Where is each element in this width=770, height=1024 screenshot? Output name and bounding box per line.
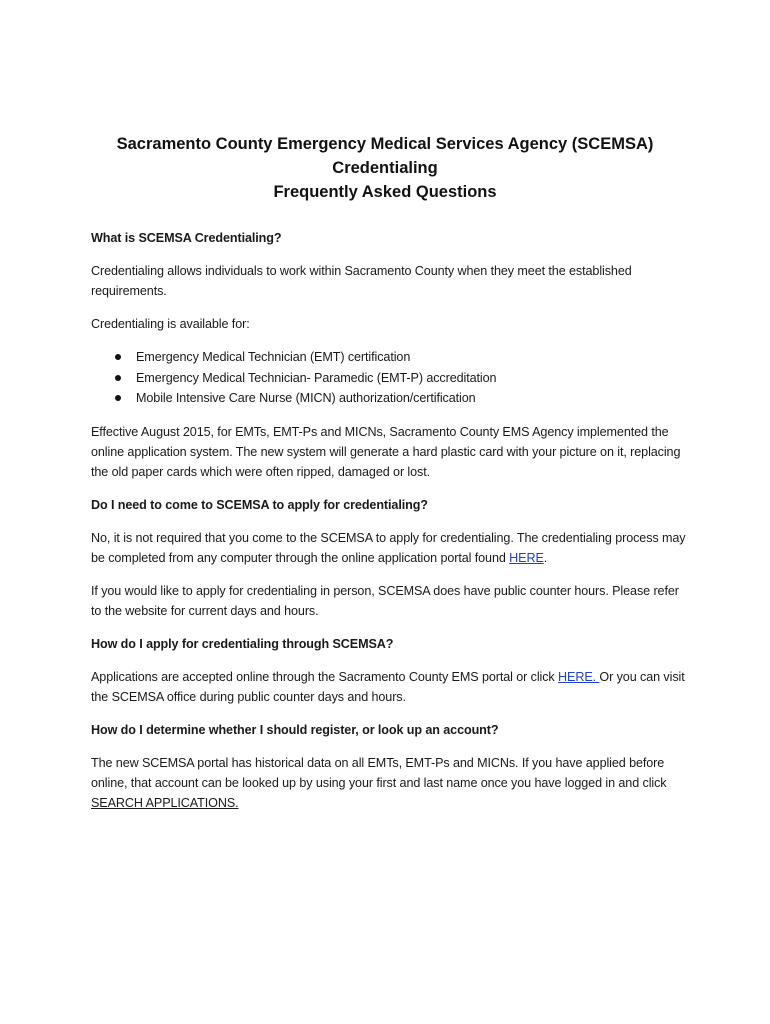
document-body xyxy=(91,228,691,826)
paragraph-text: Applications are accepted online through the Sacramento County EMS portal or click xyxy=(91,669,559,684)
list-item xyxy=(91,368,691,389)
paragraph-text: The new SCEMSA portal has historical data on all EMTs, EMT-Ps and MICNs. If you have applied before online, that account can be looked up by using your first and last name once you have logged in and click xyxy=(91,755,667,790)
list-item-text: Mobile Intensive Care Nurse (MICN) authorization/certification xyxy=(136,391,476,405)
paragraph-text: No, it is not required that you come to the SCEMSA to apply for credentialing. The credentialing process may be completed from any computer through the online application portal found xyxy=(91,530,686,565)
bullet-icon xyxy=(115,395,121,401)
answer-paragraph: Effective August 2015, for EMTs, EMT-Ps and MICNs, Sacramento County EMS Agency implemented the online application system. The new system will generate a hard plastic card with your picture on it, replacing the old paper cards which were often ripped, damaged or lost. xyxy=(91,424,681,479)
portal-link-here[interactable]: HERE xyxy=(509,550,544,565)
apply-link-here[interactable]: HERE. xyxy=(558,669,600,684)
answer-paragraph xyxy=(91,667,691,707)
answer-paragraph xyxy=(91,528,691,568)
title-line-1: Sacramento County Emergency Medical Services Agency (SCEMSA) Credentialing xyxy=(116,135,654,177)
paragraph-text: . xyxy=(543,550,548,565)
list-item xyxy=(91,388,691,409)
answer-paragraph xyxy=(91,753,691,813)
paragraph-text: Or you can visit the SCEMSA office during public counter days and hours. xyxy=(91,669,685,704)
question-register-or-lookup: How do I determine whether I should register, or look up an account? xyxy=(91,722,499,737)
search-applications-text: SEARCH APPLICATIONS. xyxy=(91,795,239,810)
answer-paragraph: Credentialing is available for: xyxy=(91,317,250,331)
question-need-to-come: Do I need to come to SCEMSA to apply for credentialing? xyxy=(91,497,428,512)
title-line-2: Frequently Asked Questions xyxy=(273,183,497,201)
list-item-text: Emergency Medical Technician- Paramedic (EMT-P) accreditation xyxy=(136,370,497,385)
list-item-text: Emergency Medical Technician (EMT) certification xyxy=(136,350,411,364)
question-what-is-credentialing: What is SCEMSA Credentialing? xyxy=(91,231,282,245)
list-item xyxy=(91,347,691,368)
question-how-to-apply: How do I apply for credentialing through SCEMSA? xyxy=(91,636,394,651)
page-title xyxy=(70,132,700,204)
bullet-icon xyxy=(115,375,121,381)
bullet-icon xyxy=(115,354,121,360)
credential-types-list xyxy=(91,347,691,409)
answer-paragraph: Credentialing allows individuals to work within Sacramento County when they meet the established requirements. xyxy=(91,264,632,298)
answer-paragraph: If you would like to apply for credentialing in person, SCEMSA does have public counter hours. Please refer to the website for current days and hours. xyxy=(91,583,679,618)
